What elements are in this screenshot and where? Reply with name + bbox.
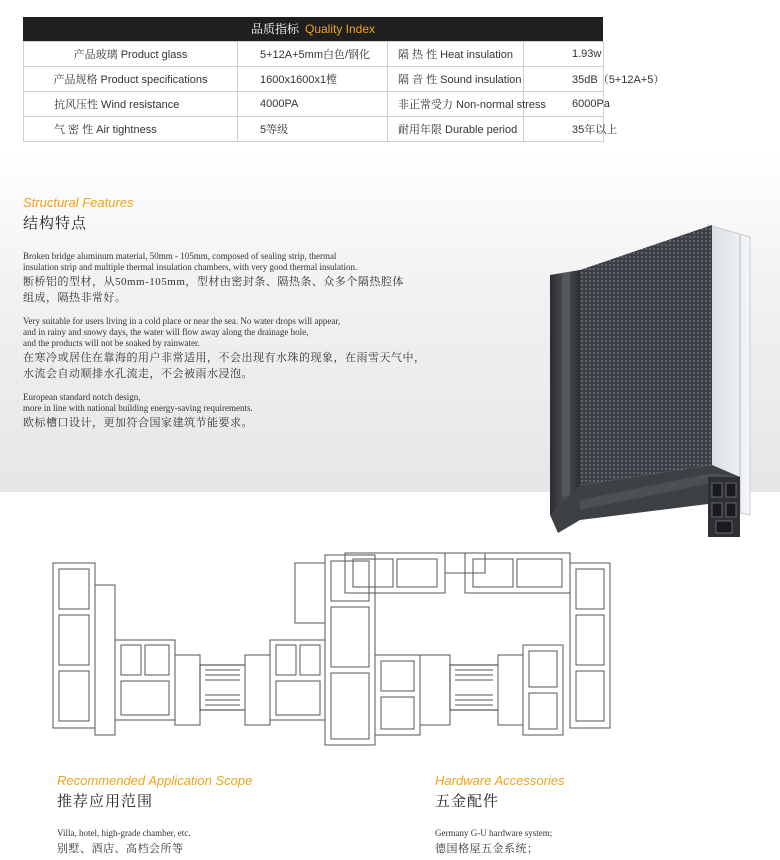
paragraph — [23, 251, 463, 306]
table-cell: 隔 音 性 Sound insulation — [388, 67, 524, 92]
paragraph-en-line: and the products will not be soaked by rainwater. — [23, 338, 200, 348]
table-cell: 耐用年限 Durable period — [388, 117, 524, 142]
application-text — [57, 827, 191, 857]
paragraph-cn-line: 组成，隔热非常好。 — [23, 292, 127, 304]
table-cell: 4000PA — [238, 92, 388, 117]
window-corner-image — [540, 215, 770, 545]
paragraph-cn-line: 断桥铝的型材，从50mm-105mm，型材由密封条、隔热条、众多个隔热腔体 — [23, 276, 404, 288]
profile-cross-section-drawing — [45, 545, 615, 750]
hardware-heading — [435, 773, 565, 811]
table-cell: 抗风压性 Wind resistance — [24, 92, 238, 117]
application-text-en: Villa, hotel, high-grade chamber, etc. — [57, 828, 191, 838]
paragraph-cn-line: 欧标槽口设计，更加符合国家建筑节能要求。 — [23, 417, 253, 429]
hardware-text-en: Germany G-U hardware system; — [435, 828, 553, 838]
application-title-cn: 推荐应用范围 — [57, 793, 154, 810]
hardware-title-en: Hardware Accessories — [435, 773, 565, 788]
paragraph-en-line: Very suitable for users living in a cold place or near the sea. No water drops will appear, — [23, 316, 341, 326]
hardware-text-cn: 德国格屋五金系统； — [435, 843, 539, 855]
paragraph-en-line: insulation strip and multiple thermal insulation chambers, with very good thermal insulation. — [23, 262, 358, 272]
table-row — [24, 92, 604, 117]
table-cell: 气 密 性 Air tightness — [24, 117, 238, 142]
table-cell: 1.93w — [524, 42, 604, 67]
table-cell: 产品玻璃 Product glass — [24, 42, 238, 67]
paragraph — [23, 316, 463, 382]
table-cell: 5+12A+5mm白色/钢化 — [238, 42, 388, 67]
structural-text — [23, 251, 463, 441]
paragraph-cn-line: 在寒冷或居住在靠海的用户非常适用，不会出现有水珠的现象，在雨雪天气中， — [23, 352, 426, 364]
quality-index-table — [23, 17, 665, 142]
table-row — [24, 117, 604, 142]
table-row — [24, 67, 604, 92]
application-title-en: Recommended Application Scope — [57, 773, 253, 788]
paragraph-en-line: European standard notch design, — [23, 392, 141, 402]
structural-title-cn: 结构特点 — [23, 215, 88, 232]
structural-heading — [23, 195, 134, 233]
application-heading — [57, 773, 252, 811]
paragraph-en-line: and in rainy and snowy days, the water will flow away along the drainage hole, — [23, 327, 309, 337]
table-cell: 非正常受力 Non-normal stress — [388, 92, 524, 117]
paragraph — [23, 392, 463, 431]
application-text-cn: 别墅、酒店、高档会所等 — [57, 843, 184, 855]
paragraph-en-line: more in line with national building energy-saving requirements. — [23, 403, 253, 413]
table-cell: 产品规格 Product specifications — [24, 67, 238, 92]
quality-header-cn: 品质指标 — [250, 22, 299, 36]
hardware-title-cn: 五金配件 — [435, 793, 500, 810]
table-cell: 隔 热 性 Heat insulation — [388, 42, 524, 67]
quality-index-header — [23, 17, 603, 41]
table-cell: 5等级 — [238, 117, 388, 142]
paragraph-en-line: Broken bridge aluminum material, 50mm - 105mm, composed of sealing strip, thermal — [23, 251, 337, 261]
table-cell: 35年以上 — [524, 117, 604, 142]
quality-table — [23, 41, 665, 142]
table-cell: 35dB（5+12A+5） — [524, 67, 604, 92]
table-cell: 6000Pa — [524, 92, 604, 117]
structural-title-en: Structural Features — [23, 195, 134, 210]
quality-header-en: Quality Index — [304, 22, 376, 36]
table-row — [24, 42, 604, 67]
hardware-text — [435, 827, 552, 857]
table-cell: 1600x1600x1樘 — [238, 67, 388, 92]
paragraph-cn-line: 水流会自动顺排水孔流走，不会被雨水浸泡。 — [23, 368, 253, 380]
